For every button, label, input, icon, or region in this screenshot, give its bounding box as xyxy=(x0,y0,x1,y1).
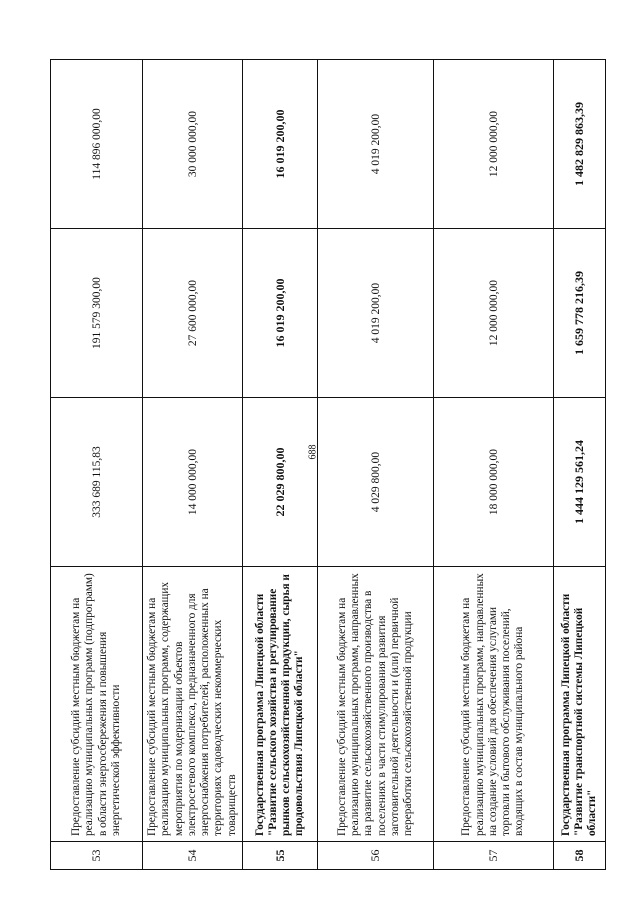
row-value-2: 4 019 200,00 xyxy=(318,229,434,398)
row-description: Предоставление субсидий местным бюджетам на реализацию муниципальных программ (подпрограмм) в области энергосбережения и повышения энергетической эффективности xyxy=(51,567,143,842)
row-value-1: 18 000 000,00 xyxy=(434,398,554,567)
row-number: 58 xyxy=(554,842,606,870)
row-value-3: 16 019 200,00 xyxy=(243,60,318,229)
row-description: Предоставление субсидий местным бюджетам на реализацию муниципальных программ, направленных на создание условий для обеспечения услугами торговли и бытового обслуживания поселений, входящих в состав муниципального района xyxy=(434,567,554,842)
row-value-1: 22 029 800,00 xyxy=(243,398,318,567)
row-number: 56 xyxy=(318,842,434,870)
rotated-table-container xyxy=(50,60,605,870)
table-row xyxy=(318,60,434,870)
row-value-2: 1 659 778 216,39 xyxy=(554,229,606,398)
row-value-2: 191 579 300,00 xyxy=(51,229,143,398)
row-value-3: 4 019 200,00 xyxy=(318,60,434,229)
row-description: Государственная программа Липецкой области "Развитие сельского хозяйства и регулирование рынков сельскохозяйственной продукции, сырья и продовольствия Липецкой области" xyxy=(243,567,318,842)
page-number: 688 xyxy=(307,444,319,460)
row-value-3: 1 482 829 863,39 xyxy=(554,60,606,229)
row-number: 54 xyxy=(143,842,243,870)
row-value-2: 27 600 000,00 xyxy=(143,229,243,398)
row-value-3: 114 896 000,00 xyxy=(51,60,143,229)
row-description: Государственная программа Липецкой области "Развитие транспортной системы Липецкой области" xyxy=(554,567,606,842)
row-value-2: 12 000 000,00 xyxy=(434,229,554,398)
table-row-program xyxy=(243,60,318,870)
row-value-2: 16 019 200,00 xyxy=(243,229,318,398)
row-number: 53 xyxy=(51,842,143,870)
row-value-1: 333 689 115,83 xyxy=(51,398,143,567)
row-value-1: 14 000 000,00 xyxy=(143,398,243,567)
table-row xyxy=(434,60,554,870)
row-value-1: 4 029 800,00 xyxy=(318,398,434,567)
row-value-3: 12 000 000,00 xyxy=(434,60,554,229)
row-value-1: 1 444 129 561,24 xyxy=(554,398,606,567)
row-description: Предоставление субсидий местным бюджетам на реализацию муниципальных программ, направленных на развитие сельскохозяйственного производства в поселениях в части стимулирования развития заготовительной деятельности и (или) первичной переработки сельскохозяйственной продукции xyxy=(318,567,434,842)
row-description: Предоставление субсидий местным бюджетам на реализацию муниципальных программ, содержащих мероприятия по модернизации объектов электросетевого комплекса, предназначенного для энергоснабжения потребителей, расположенных на территориях садоводческих некоммерческих товариществ xyxy=(143,567,243,842)
row-number: 57 xyxy=(434,842,554,870)
budget-table xyxy=(50,59,606,870)
row-number: 55 xyxy=(243,842,318,870)
table-row xyxy=(51,60,143,870)
table-row-program xyxy=(554,60,606,870)
row-value-3: 30 000 000,00 xyxy=(143,60,243,229)
table-row xyxy=(143,60,243,870)
